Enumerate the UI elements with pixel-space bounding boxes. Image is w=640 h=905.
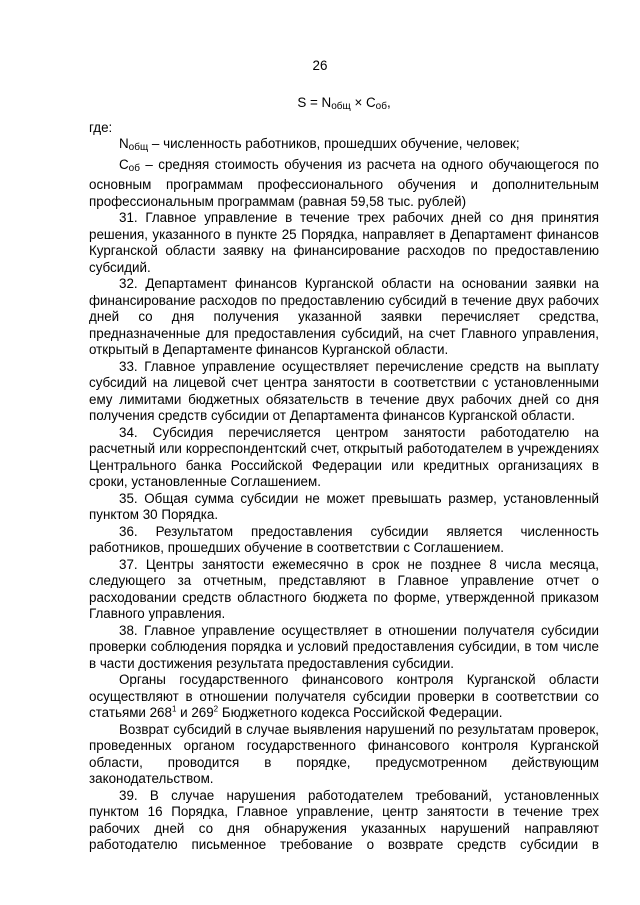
definition-n-text: – численность работников, прошедших обучение, человек; xyxy=(148,136,520,151)
definition-c-text: – средняя стоимость обучения из расчета на одного обучающегося по основным программам профессионального обучения и дополнительным профессиональным программам (равная 59,58 тыс. рублей) xyxy=(89,156,599,209)
paragraph-35: 35. Общая сумма субсидии не может превышать размер, установленный пунктом 30 Порядка. xyxy=(89,490,599,522)
paragraph-financial-control xyxy=(89,672,599,722)
paragraph-38: 38. Главное управление осуществляет в отношении получателя субсидии проверки соблюдения порядка и условий предоставления субсидии, в том числе в части достижения результата предоставления субсидии. xyxy=(89,622,599,671)
formula-end: , xyxy=(386,95,391,110)
definition-c-subscript: об xyxy=(128,162,140,174)
paragraph-31: 31. Главное управление в течение трех рабочих дней со дня принятия решения, указанного в пункте 25 Порядка, направляет в Департамент финансов Курганской области заявку на финансирование расходов по предоставлению субсидий. xyxy=(89,210,599,275)
definition-n-symbol: N xyxy=(119,136,129,151)
definition-c-symbol: C xyxy=(119,156,129,172)
definition-n-subscript: общ xyxy=(128,142,149,153)
formula-lhs: S = N xyxy=(297,95,332,110)
paragraph-36: 36. Результатом предоставления субсидии является численность работников, прошедших обучение в соответствии с Соглашением. xyxy=(89,523,599,555)
paragraph-34: 34. Субсидия перечисляется центром занятости работодателю на расчетный или корреспондентский счет, открытый работодателем в учреждениях Центрального банка Российской Федерации или кредитных организациях в сроки, установленные Соглашением. xyxy=(89,424,599,489)
paragraph-refund: Возврат субсидий в случае выявления нарушений по результатам проверок, проведенных органом государственного финансового контроля Курганской области, проводится в порядке, предусмотренном действующим законодательством. xyxy=(89,721,599,786)
financial-control-text-c: Бюджетного кодекса Российской Федерации. xyxy=(218,705,503,720)
where-label: где: xyxy=(89,119,113,135)
definition-n xyxy=(89,136,599,157)
paragraph-39: 39. В случае нарушения работодателем требований, установленных пунктом 16 Порядка, Главное управление, центр занятости в течение трех рабочих дней со дня обнаружения указанных нарушений направляют работодателю письменное требование о возврате средств субсидии в xyxy=(89,787,599,852)
formula-n-subscript: общ xyxy=(331,101,351,112)
definition-c xyxy=(89,157,599,211)
paragraph-33: 33. Главное управление осуществляет перечисление средств на выплату субсидий на лицевой счет центра занятости в соответствии с установленными ему лимитами бюджетных обязательств в течение двух рабочих дней со дня получения средств субсидии от Департамента финансов Курганской области. xyxy=(89,358,599,423)
subsidy-formula xyxy=(89,95,599,116)
financial-control-text-b: и 269 xyxy=(176,705,214,720)
article-269-superscript: 2 xyxy=(213,704,219,714)
article-268-superscript: 1 xyxy=(171,704,177,714)
formula-c-subscript: об xyxy=(375,101,387,112)
document-body xyxy=(89,95,599,854)
paragraph-32: 32. Департамент финансов Курганской области на основании заявки на финансирование расходов по предоставлению субсидий в течение двух рабочих дней со дня получения указанной заявки перечисляет средства, предназначенные для предоставления субсидий, на счет Главного управления, открытый в Департаменте финансов Курганской области. xyxy=(89,276,599,357)
page-number: 26 xyxy=(312,58,328,73)
paragraph-37: 37. Центры занятости ежемесячно в срок не позднее 8 числа месяца, следующего за отчетным, представляют в Главное управление отчет о расходовании средств областного бюджета по форме, утвержденной приказом Главного управления. xyxy=(89,556,599,621)
financial-control-text-a: Органы государственного финансового контроля Курганской области осуществляют в отношении получателя субсидии проверки в соответствии со статьями 268 xyxy=(89,672,599,720)
formula-times: × C xyxy=(350,95,376,110)
